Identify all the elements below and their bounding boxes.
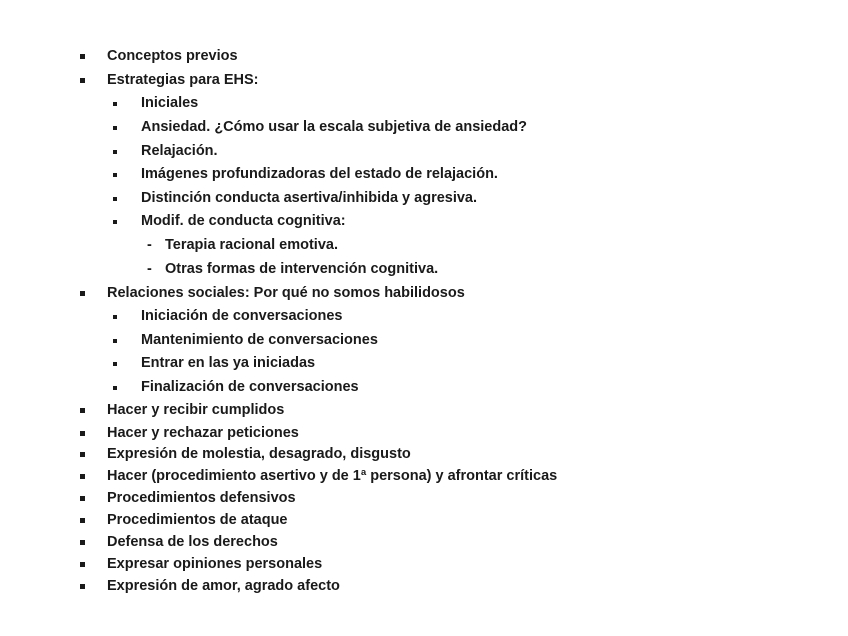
dash-bullet-icon: - <box>147 261 152 277</box>
list-item <box>0 489 848 507</box>
small-square-bullet-icon <box>113 94 117 106</box>
list-item-text: Estrategias para EHS: <box>107 72 259 88</box>
list-item <box>0 71 848 89</box>
list-item-text: Expresión de molestia, desagrado, disgusto <box>107 446 411 462</box>
small-square-bullet-icon <box>113 378 117 390</box>
list-item <box>0 378 848 396</box>
square-bullet-icon <box>80 577 85 589</box>
list-item <box>0 118 848 136</box>
small-square-bullet-icon <box>113 212 117 224</box>
list-item-text: Conceptos previos <box>107 48 238 64</box>
square-bullet-icon <box>80 47 85 59</box>
list-item-text: Procedimientos de ataque <box>107 512 288 528</box>
square-bullet-icon <box>80 424 85 436</box>
list-item <box>0 236 848 254</box>
small-square-bullet-icon <box>113 331 117 343</box>
list-item-text: Defensa de los derechos <box>107 534 278 550</box>
list-item <box>0 284 848 302</box>
list-item <box>0 401 848 419</box>
list-item <box>0 354 848 372</box>
list-item-text: Imágenes profundizadoras del estado de relajación. <box>141 166 498 182</box>
list-item <box>0 142 848 160</box>
list-item <box>0 555 848 573</box>
list-item <box>0 331 848 349</box>
list-item-text: Ansiedad. ¿Cómo usar la escala subjetiva de ansiedad? <box>141 119 527 135</box>
small-square-bullet-icon <box>113 354 117 366</box>
list-item <box>0 533 848 551</box>
list-item-text: Expresión de amor, agrado afecto <box>107 578 340 594</box>
list-item-text: Otras formas de intervención cognitiva. <box>165 261 439 277</box>
list-item-text: Procedimientos defensivos <box>107 490 296 506</box>
list-item-text: Finalización de conversaciones <box>141 379 359 395</box>
square-bullet-icon <box>80 489 85 501</box>
list-item-text: Terapia racional emotiva. <box>165 237 338 253</box>
small-square-bullet-icon <box>113 118 117 130</box>
list-item-text: Relajación. <box>141 143 218 159</box>
small-square-bullet-icon <box>113 307 117 319</box>
list-item-text: Modif. de conducta cognitiva: <box>141 213 346 229</box>
list-item-text: Hacer y recibir cumplidos <box>107 402 285 418</box>
list-item <box>0 260 848 278</box>
list-item <box>0 577 848 595</box>
square-bullet-icon <box>80 511 85 523</box>
list-item-text: Mantenimiento de conversaciones <box>141 332 378 348</box>
list-item-text: Iniciales <box>141 95 199 111</box>
list-item-text: Entrar en las ya iniciadas <box>141 355 316 371</box>
list-item-text: Relaciones sociales: Por qué no somos habilidosos <box>107 285 465 301</box>
dash-bullet-icon: - <box>147 237 152 253</box>
square-bullet-icon <box>80 533 85 545</box>
square-bullet-icon <box>80 284 85 296</box>
list-item <box>0 165 848 183</box>
square-bullet-icon <box>80 467 85 479</box>
list-item <box>0 424 848 442</box>
list-item-text: Iniciación de conversaciones <box>141 308 343 324</box>
small-square-bullet-icon <box>113 142 117 154</box>
list-item <box>0 511 848 529</box>
list-item-text: Expresar opiniones personales <box>107 556 323 572</box>
square-bullet-icon <box>80 71 85 83</box>
list-item <box>0 47 848 65</box>
list-item <box>0 467 848 485</box>
list-item-text: Distinción conducta asertiva/inhibida y agresiva. <box>141 190 478 206</box>
small-square-bullet-icon <box>113 165 117 177</box>
list-item <box>0 189 848 207</box>
square-bullet-icon <box>80 401 85 413</box>
list-item-text: Hacer y rechazar peticiones <box>107 425 299 441</box>
list-item <box>0 212 848 230</box>
list-item <box>0 307 848 325</box>
list-item-text: Hacer (procedimiento asertivo y de 1ª persona) y afrontar críticas <box>107 468 558 484</box>
square-bullet-icon <box>80 555 85 567</box>
list-item <box>0 94 848 112</box>
small-square-bullet-icon <box>113 189 117 201</box>
list-item <box>0 445 848 463</box>
square-bullet-icon <box>80 445 85 457</box>
